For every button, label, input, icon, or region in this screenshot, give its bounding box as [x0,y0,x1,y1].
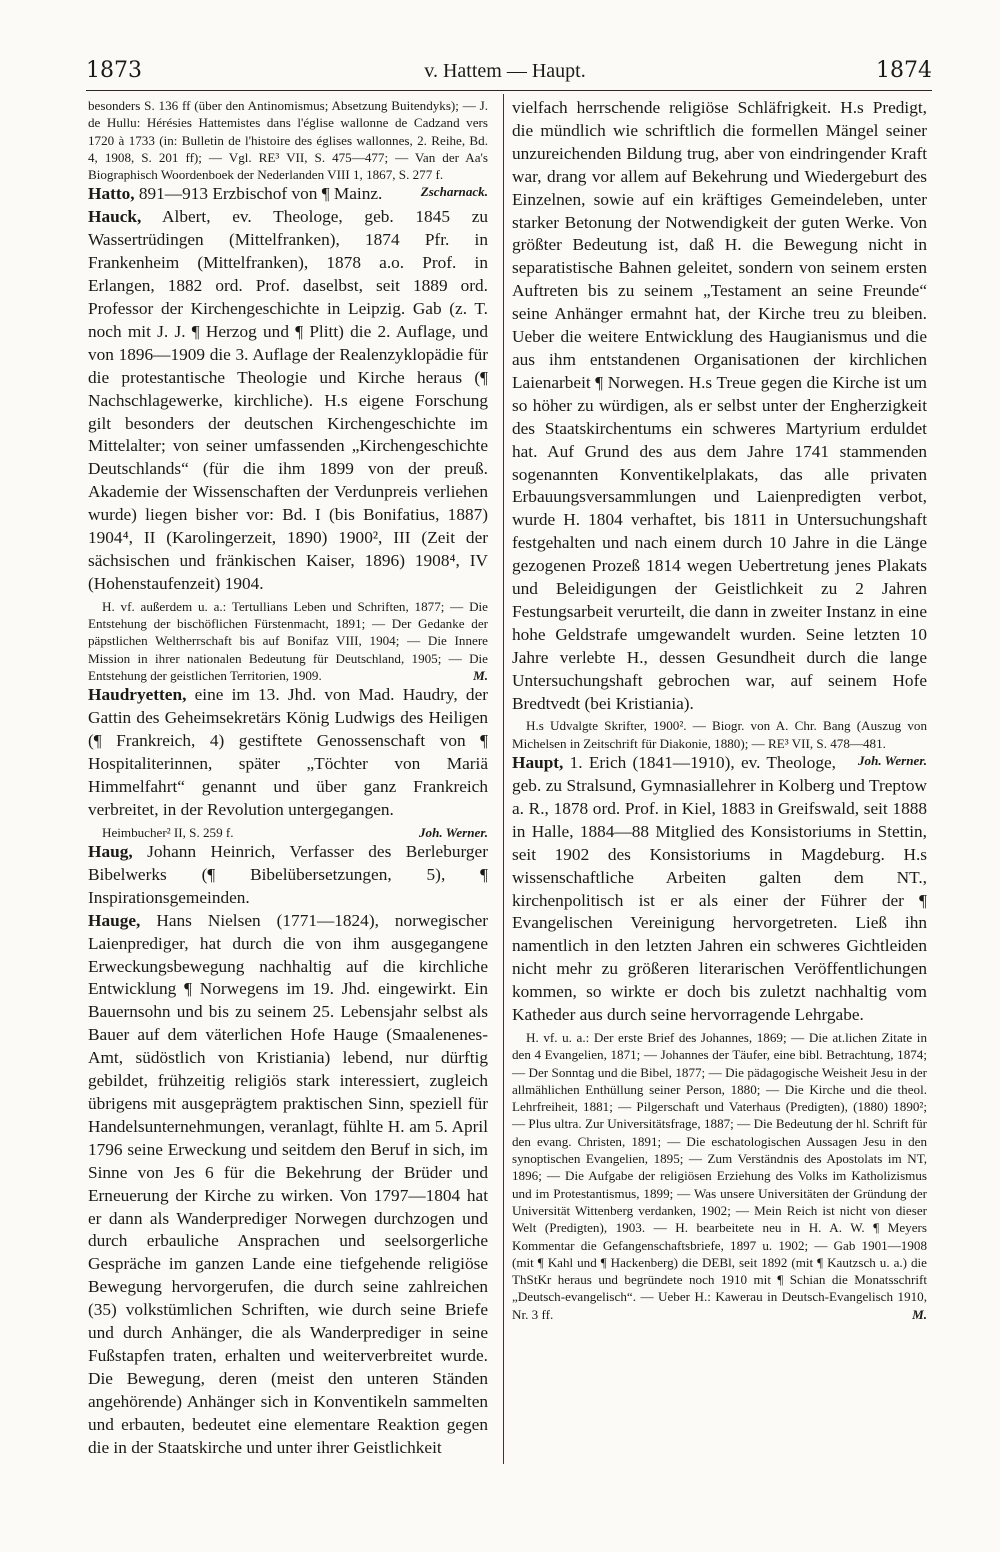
haupt-references [512,1029,927,1323]
hattem-references-text: besonders S. 136 ff (über den Antinomismus; Absetzung Buitendyks); — J. de Hullu: Hérésies Hattemistes dans l'église wallonne de Cadzand vers 1720 à 1733 (in: Bulletin de l'histoire des églises wallonnes, 2. Reihe, Bd. 4, 1908, S. 201 ff); — Vgl. RE³ VII, S. 475—477; — Van der Aa's Biographisch Woordenboek der Nederlanden VIII 1, 1867, S. 277 f. [88,98,488,183]
column-divider [503,94,504,1464]
hauck-author: M. [473,667,488,683]
entry-hatto-text: 891—913 Erzbischof von ¶ Mainz. [134,184,383,204]
haudryetten-references-text: Heimbucher² II, S. 259 f. [102,824,234,840]
entry-haudryetten-head: Haudryetten, [88,685,187,705]
entry-haupt [512,752,927,1027]
running-title: v. Hattem — Haupt. [424,60,586,82]
hauck-references-text: H. vf. außerdem u. a.: Tertullians Leben und Schriften, 1877; — Die Entstehung der bischöflichen Fürstenmacht, 1891; — Der Gedanke der päpstlichen Weltherrschaft bis auf Bonifaz VIII, 1904; — Die Innere Mission in ihrer nationalen Bedeutung für Deutschland, 1905; — Die Entstehung der geistlichen Territorien, 1909. [88,598,488,683]
page-number-left: 1873 [86,58,142,83]
entry-hauck [88,206,488,595]
haudryetten-references [88,824,488,841]
entry-haug-head: Haug, [88,842,133,862]
entry-haug [88,841,488,910]
header-rule [86,90,932,91]
right-column [512,97,927,1323]
hauge-author: Joh. Werner. [857,753,927,769]
hauck-references [88,598,488,684]
entry-haupt-text: 1. Erich (1841—1910), ev. Theologe, geb. zu Stralsund, Gymnasiallehrer in Kolberg und Treptow a. R., 1878 ord. Prof. in Kiel, 1883 in Greifswald, seit 1888 in Halle, 1884—88 Mitglied des Konsistoriums in Stettin, seit 1902 des Konsistoriums in Magdeburg. H.s wissenschaftliche Arbeiten galten dem NT., kirchenpolitisch ist er als einer der Führer der ¶ Evangelischen Vereinigung hervorgetreten. Ließ ihn namentlich in den letzten Jahren ein schweres Gichtleiden nicht mehr zu größeren literarischen Veröffentlichungen kommen, so wirkte er doch bis zuletzt nachhaltig vom Katheder aus durch seine hervorragende Lehrgabe. [512,753,927,1025]
entry-hauck-head: Hauck, [88,207,142,227]
entry-hauge-continued [512,97,927,715]
hauge-references-text: H.s Udvalgte Skrifter, 1900². — Biogr. von A. Chr. Bang (Auszug von Michelsen in Zeitschrift für Diakonie, 1880); — RE³ VII, S. 478—481. [512,718,927,751]
entry-haudryetten [88,684,488,821]
haupt-author: M. [912,1306,927,1322]
entry-hauge-head: Hauge, [88,910,141,930]
page-header [78,58,932,90]
entry-haudryetten-text: eine im 13. Jhd. von Mad. Haudry, der Gattin des Geheimsekretärs König Ludwigs des Heiligen (¶ Frankreich, 4) gestiftete Genossenschaft von ¶ Hospitaliterinnen, später „Töchter von Mariä Himmelfahrt“ genannt und über ganz Frankreich verbreitet, in der Revolution untergegangen. [88,685,488,819]
entry-hauge-continued-text: vielfach herrschende religiöse Schläfrigkeit. H.s Predigt, die mündlich wie schriftlich die formellen Mängel seiner unzureichenden Bildung trug, aber von eindringender Kraft war, drang vor allem auf Bekehrung und Wiedergeburt des Einzelnen, sowie auf ein kräftiges Gemeindeleben, unter starker Betonung der Notwendigkeit der guten Werke. Von größter Bedeutung ist, daß H. die Bewegung nicht in separatistische Bahnen geleitet, sondern von seinem ersten Auftreten bis zu seinem „Testament an seine Freunde“ seine Anhänger ermahnt hat, der Kirche treu zu bleiben. Ueber die weitere Entwicklung des Haugianismus und die aus ihm entstandenen Organisationen der kirchlichen Laienarbeit ¶ Norwegen. H.s Treue gegen die Kirche ist um so höher zu würdigen, als er selbst unter der Engherzigkeit des Staatskirchentums ein schweres Martyrium erduldet hat. Auf Grund des aus dem Jahre 1741 stammenden sogenannten Konventikelplakats, das alle privaten Erbauungsversammlungen und Laienpredigten verbot, wurde H. 1804 verhaftet, bis 1811 in Untersuchungshaft festgehalten und nach einem durch 10 Jahre in die Länge gezogenen Prozeß 1814 wegen Uebertretung jenes Plakats und Beleidigungen der Geistlichkeit zu 2 Jahren Festungsarbeit verurteilt, die dann in zweiter Instanz in eine hohe Geldstrafe umgewandelt wurden. Seine letzten 10 Jahre verlebte H., dessen Gesundheit durch die lange Untersuchungshaft gebrochen war, auf seinem Hofe Bredtvedt (bei Kristiania). [512,98,927,713]
page-number-right: 1874 [876,58,932,83]
haupt-references-text: H. vf. u. a.: Der erste Brief des Johannes, 1869; — Die at.lichen Zitate in den 4 Evangelien, 1871; — Johannes der Täufer, eine bibl. Betrachtung, 1874; — Der Sonntag und die Bibel, 1877; — Die pädagogische Weisheit Jesu in der allmählichen Enthüllung seiner Person, 1880; — Die Kirche und die theol. Lehrfreiheit, 1881; — Pilgerschaft und Vaterhaus (Predigten), (1880) 1890²; — Plus ultra. Zur Universitätsfrage, 1887; — Die Bedeutung der hl. Schrift für den evang. Christen, 1891; — Die eschatologischen Aussagen Jesu in den synoptischen Evangelien, 1895; — Zum Verständnis des Apostolats im NT, 1896; — Die Aufgabe der religiösen Erziehung des Volks im Katholizismus und im Protestantismus, 1899; — Was unsere Universitäten der Gründung der Universität Wittenberg verdanken, 1902; — Mein Reich ist nicht von dieser Welt (Predigten), 1903. — H. bearbeitete neu in H. A. W. ¶ Meyers Kommentar die Gefangenschaftsbriefe, 1897 u. 1902; — Gab 1901—1908 (mit ¶ Kahl und ¶ Hackenberg) die DEBl, seit 1892 (mit ¶ Kautzsch u. a.) die ThStKr heraus und begründete noch 1910 mit ¶ Schian die Monatsschrift „Deutsch-evangelisch“. — Ueber H.: Kawerau in Deutsch-Evangelisch 1910, Nr. 3 ff. [512,1029,927,1322]
left-column [88,97,488,1459]
haudryetten-author: Joh. Werner. [418,824,488,840]
entry-hauge-text: Hans Nielsen (1771—1824), norwegischer Laienprediger, hat durch die von ihm ausgegangene Erweckungsbewegung nachhaltig auf die kirchliche Entwicklung ¶ Norwegens im 19. Jhd. eingewirkt. Ein Bauernsohn und bis zu seinem 25. Lebensjahr selbst als Bauer auf dem väterlichen Hofe Hauge (Smaalenenes-Amt, südöstlich von Kristiania) lebend, nur dürftig gebildet, frühzeitig religiös stark interessiert, zugleich übrigens mit ausgeprägtem praktischen Sinn, speziell für Handelsunternehmungen, veranlagt, fühlte H. am 5. April 1796 seine Erweckung und seitdem den Beruf in sich, im Sinne von Jes 6 für die Bekehrung der Brüder und Erneuerung der Kirche zu wirken. Von 1797—1804 hat er dann als Wanderprediger Norwegen durchzogen und durch erbauliche Ansprachen und seelsorgerliche Gespräche im ganzen Lande eine tiefgehende religiöse Bewegung hervorgerufen, die durch seine zahlreichen (35) volkstümlichen Schriften, wie durch seine Briefe und durch Anhänger, die als Wanderprediger in seine Fußstapfen traten, erhalten und weiterverbreitet wurde. Die Bewegung, deren (meist den unteren Ständen angehörende) Anhänger sich in Konventikeln sammelten und erbauten, bedeutet eine elementare Reaktion gegen die in der Staatskirche und unter ihrer Geistlichkeit [88,910,488,1457]
entry-hauck-text: Albert, ev. Theologe, geb. 1845 zu Wassertrüdingen (Mittelfranken), 1874 Pfr. in Frankenheim (Mittelfranken), 1878 a.o. Prof. in Erlangen, 1882 ord. Prof. daselbst, seit 1889 ord. Professor der Kirchengeschichte in Leipzig. Gab (z. T. noch mit J. J. ¶ Herzog und ¶ Plitt) die 2. Auflage, und von 1896—1909 die 3. Auflage der Realenzyklopädie für die protestantische Theologie und Kirche heraus (¶ Nachschlagewerke, kirchliche). H.s eigene Forschung gilt besonders der deutschen Kirchengeschichte im Mittelalter; von seiner umfassenden „Kirchengeschichte Deutschlands“ (für die ihm 1899 von der preuß. Akademie der Wissenschaften der Verdunpreis verliehen wurde) liegen bisher vor: Bd. I (bis Bonifatius, 1887) 1904⁴, II (Karolingerzeit, 1890) 1900², III (Zeit der sächsischen und fränkischen Kaiser, 1896) 1908⁴, IV (Hohenstaufenzeit) 1904. [88,207,488,593]
entry-haupt-head: Haupt, [512,753,564,773]
entry-hauge [88,910,488,1460]
entry-hatto-head: Hatto, [88,184,135,204]
hattem-author: Zscharnack. [420,184,488,200]
entry-haug-text: Johann Heinrich, Verfasser des Berleburger Bibelwerks (¶ Bibelübersetzungen, 5), ¶ Inspirationsgemeinden. [88,842,488,907]
